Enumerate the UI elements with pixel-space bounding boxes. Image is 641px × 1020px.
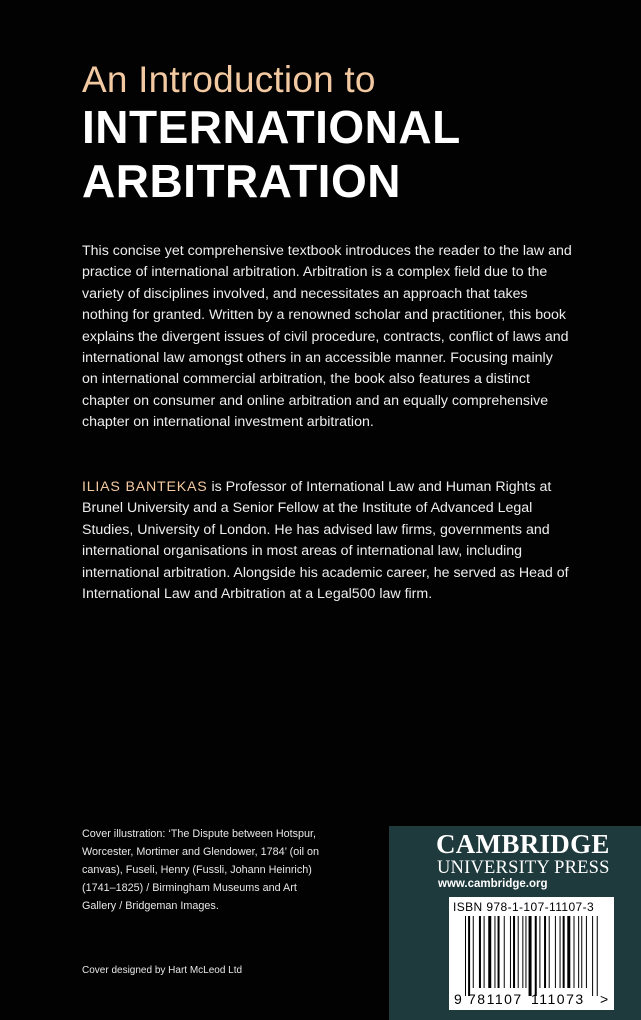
publisher-url: www.cambridge.org [438, 878, 548, 890]
illustration-credit: Cover illustration: ‘The Dispute between Hotspur, Worcester, Mortimer and Glendower, 1784’ (oil on canvas), Fuseli, Henry (Fussli, Johann Heinrich) (1741–1825) / Birmingham Museums and Art Gallery / Bridgeman Images. [82, 828, 320, 912]
barcode-bar [468, 916, 470, 996]
barcode-bar [465, 916, 466, 996]
author-biography [82, 477, 572, 605]
barcode-add-on-mark: > [600, 991, 609, 1007]
designer-credit: Cover designed by Hart McLeod Ltd [82, 965, 243, 976]
title-line-1: INTERNATIONAL [82, 101, 461, 153]
barcode-bar [555, 916, 556, 988]
author-name: ILIAS BANTEKAS [82, 479, 208, 495]
barcode-bar [586, 916, 587, 988]
book-description: This concise yet comprehensive textbook introduces the reader to the law and practice of international arbitration. Arbitration is a complex field due to the variety of disciplines involved, and necessitates an approach that takes nothing for granted. Written by a renowned scholar and practitioner, this book explains the divergent issues of civil procedure, contracts, conflict of laws and international law amongst others in an accessible manner. Focusing mainly on international commercial arbitration, the book also features a distinct chapter on consumer and online arbitration and an equally comprehensive chapter on international investment arbitration. [82, 243, 572, 431]
barcode-bar [488, 916, 491, 988]
barcode-bar [597, 916, 598, 996]
barcode-digits-left: 781107 [468, 991, 523, 1007]
isbn-barcode [449, 897, 614, 1010]
barcode-bar [544, 916, 546, 988]
barcode-icon [453, 916, 611, 1008]
barcode-bar [549, 916, 550, 988]
barcode-bar [525, 916, 526, 988]
barcode-digits-right: 111073 [531, 991, 585, 1007]
barcode-bar [473, 916, 474, 988]
title-line-2: ARBITRATION [82, 155, 401, 207]
barcode-bar [563, 916, 565, 988]
isbn-label: ISBN 978-1-107-11107-3 [453, 900, 595, 914]
barcode-bar [504, 916, 505, 988]
barcode-bar [535, 916, 537, 996]
barcode-bar [513, 916, 515, 988]
publisher-press: UNIVERSITY PRESS [437, 858, 610, 878]
barcode-bar [581, 916, 582, 988]
barcode-bar [479, 916, 481, 988]
author-bio-text: is Professor of International Law and Human Rights at Brunel University and a Senior Fellow at the Institute of Advanced Legal Studies, University of London. He has advised law firms, governments and international organisations in most areas of international law, including international arbitration. Alongside his academic career, he served as Head of International Law and Arbitration at a Legal500 law firm. [82, 479, 569, 603]
barcode-bar [578, 916, 579, 988]
barcode-bar [539, 916, 540, 988]
barcode-digit-first: 9 [454, 991, 462, 1007]
barcode-bar [574, 916, 575, 988]
barcode-bar [518, 916, 519, 988]
publisher-logo: CAMBRIDGE [436, 829, 610, 859]
barcode-bar [494, 916, 495, 988]
barcode-bar [560, 916, 561, 988]
barcode-bar [592, 916, 593, 996]
barcode-bar [484, 916, 485, 988]
title-prefix: An Introduction to [82, 59, 376, 100]
barcode-bar [510, 916, 511, 988]
barcode-bar [498, 916, 500, 988]
barcode-bar [567, 916, 570, 988]
book-title [82, 100, 461, 208]
barcode-bar [522, 916, 523, 988]
barcode-bar [529, 916, 532, 996]
